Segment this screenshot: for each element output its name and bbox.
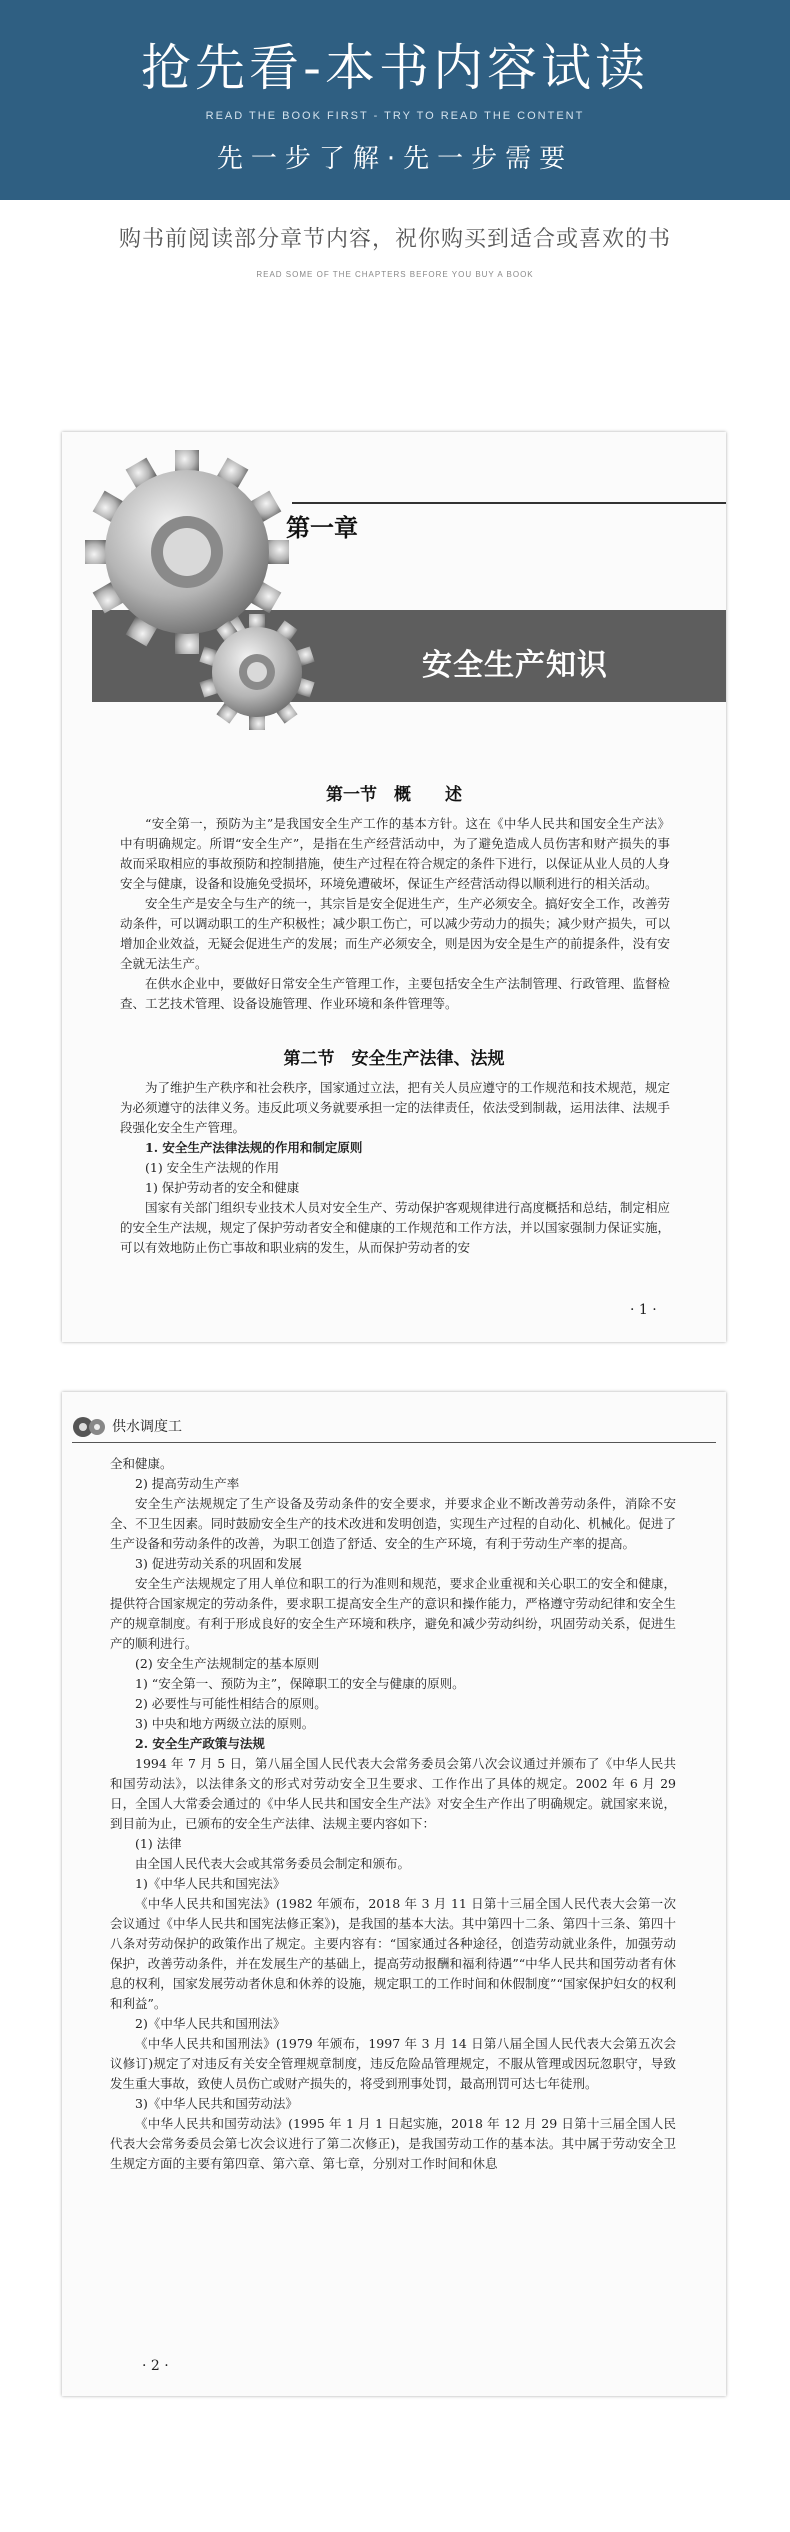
page-2-body [110,1454,676,2174]
paragraph: 在供水企业中，要做好日常安全生产管理工作，主要包括安全生产法制管理、行政管理、监督检查、工艺技术管理、设备设施管理、作业环境和条件管理等。 [120,976,671,1011]
subheading: (1) 法律 [135,1836,182,1851]
subheading: (1) 安全生产法规的作用 [145,1160,280,1175]
gears-icon [82,442,382,742]
header-rule [72,1442,716,1443]
chapter-label: 第一章 [286,514,358,542]
paragraph: 安全生产法规规定了生产设备及劳动条件的安全要求，并要求企业不断改善劳动条件，消除不安全、不卫生因素。同时鼓励安全生产的技术改进和发明创造，实现生产过程的自动化、机械化。促进了生产设备和劳动条件的改善，为职工创造了舒适、安全的生产环境，有利于劳动生产率的提高。 [110,1496,676,1551]
paragraph: 国家有关部门组织专业技术人员对安全生产、劳动保护客观规律进行高度概括和总结，制定相应的安全生产法规，规定了保护劳动者安全和健康的工作规范和工作方法，并以国家强制力保证实施，可以有效地防止伤亡事故和职业病的发生，从而保护劳动者的安 [120,1200,671,1255]
banner-english: READ THE BOOK FIRST - TRY TO READ THE CONTENT [205,110,585,122]
list-item: 3) 中央和地方两级立法的原则。 [135,1716,315,1731]
top-banner [0,0,790,200]
paragraph: 《中华人民共和国刑法》(1979 年颁布，1997 年 3 月 14 日第八届全国人民代表大会第五次会议修订)规定了对违反有关安全管理规章制度，违反危险品管理规定，不服从管理或因玩忽职守，导致发生重大事故，致使人员伤亡或财产损失的，将受到刑事处罚，最高刑罚可达七年徒刑。 [110,2036,676,2091]
chapter-title: 安全生产知识 [422,648,608,683]
heading: 1. 安全生产法律法规的作用和制定原则 [145,1140,363,1155]
paragraph: 安全生产法规规定了用人单位和职工的行为准则和规范，要求企业重视和关心职工的安全和健康，提供符合国家规定的劳动条件，要求职工提高安全生产的意识和操作能力，严格遵守劳动纪律和安全生产的规章制度。有利于形成良好的安全生产环境和秩序，避免和减少劳动纠纷，巩固劳动关系，促进生产的顺利进行。 [110,1576,676,1651]
subheading: (2) 安全生产法规制定的基本原则 [135,1656,320,1671]
list-item: 2) 必要性与可能性相结合的原则。 [135,1696,327,1711]
book-page-2 [62,1392,726,2396]
page-number: · 1 · [630,1302,657,1318]
subheading: 1)《中华人民共和国宪法》 [135,1876,286,1891]
book-page-1 [62,432,726,1342]
paragraph: 全和健康。 [110,1456,173,1471]
paragraph: 《中华人民共和国宪法》(1982 年颁布，2018 年 3 月 11 日第十三届全国人民代表大会第一次会议通过《中华人民共和国宪法修正案》)，是我国的基本大法。其中第四十二条、第四十三条、第四十八条对劳动保护的政策作出了规定。主要内容有：“国家通过各种途径，创造劳动就业条件，加强劳动保护，改善劳动条件，并在发展生产的基础上，提高劳动报酬和福利待遇”“中华人民共和国劳动者有休息的权利，国家发展劳动者休息和休养的设施，规定职工的工作时间和休假制度”“国家保护妇女的权利和利益”。 [110,1896,676,2011]
subheading: 2)《中华人民共和国刑法》 [135,2016,286,2031]
section-2-body [120,1078,670,1258]
paragraph: “安全第一，预防为主”是我国安全生产工作的基本方针。这在《中华人民共和国安全生产法》中有明确规定。所谓“安全生产”，是指在生产经营活动中，为了避免造成人员伤害和财产损失的事故而采取相应的事故预防和控制措施，使生产过程在符合规定的条件下进行，以保证从业人员的人身安全与健康，设备和设施免受损坏，环境免遭破坏，保证生产经营活动得以顺利进行的相关活动。 [120,816,671,891]
section-1-body [120,814,670,1014]
running-header: 供水调度工 [112,1419,182,1435]
paragraph: 1994 年 7 月 5 日，第八届全国人民代表大会常务委员会第八次会议通过并颁布了《中华人民共和国劳动法》，以法律条文的形式对劳动安全卫生要求、工作作出了具体的规定。2002 年 6 月 29 日，全国人大常委会通过的《中华人民共和国安全生产法》对安全生产作出了明确规定。就国家来说，到目前为止，已颁布的安全生产法律、法规主要内容如下： [110,1756,676,1831]
subheading: 1) 保护劳动者的安全和健康 [145,1180,300,1195]
paragraph: 《中华人民共和国劳动法》(1995 年 1 月 1 日起实施，2018 年 12 月 29 日第十三届全国人民代表大会常务委员会第七次会议进行了第二次修正)，是我国劳动工作的基本法。其中属于劳动安全卫生规定方面的主要有第四章、第六章、第七章，分别对工作时间和休息 [110,2116,676,2171]
subheading: 3) 促进劳动关系的巩固和发展 [135,1556,302,1571]
subheading: 3)《中华人民共和国劳动法》 [135,2096,298,2111]
list-item: 1) “安全第一、预防为主”，保障职工的安全与健康的原则。 [135,1676,465,1691]
banner-title: 抢先看-本书内容试读 [140,39,650,97]
chapter-rule [292,502,726,504]
intro-text: 购书前阅读部分章节内容，祝你购买到适合或喜欢的书 [118,227,671,252]
section-1-title: 第一节 概 述 [326,785,462,805]
banner-slogan: 先一步了解·先一步需要 [216,144,574,174]
section-2-title: 第二节 安全生产法律、法规 [283,1049,505,1069]
paragraph: 为了维护生产秩序和社会秩序，国家通过立法，把有关人员应遵守的工作规范和技术规范，规定为必须遵守的法律义务。违反此项义务就要承担一定的法律责任，依法受到制裁，运用法律、法规手段强化安全生产管理。 [120,1080,671,1135]
book-header-icon [72,1414,106,1440]
paragraph: 由全国人民代表大会或其常务委员会制定和颁布。 [135,1856,411,1871]
page-number: · 2 · [142,2358,169,2374]
intro-english: READ SOME OF THE CHAPTERS BEFORE YOU BUY A BOOK [256,270,534,279]
subheading: 2) 提高劳动生产率 [135,1476,240,1491]
heading: 2. 安全生产政策与法规 [135,1736,265,1751]
paragraph: 安全生产是安全与生产的统一，其宗旨是安全促进生产，生产必须安全。搞好安全工作，改善劳动条件，可以调动职工的生产积极性；减少职工伤亡，可以减少劳动力的损失；减少财产损失，可以增加企业效益，无疑会促进生产的发展；而生产必须安全，则是因为安全是生产的前提条件，没有安全就无法生产。 [120,896,671,971]
